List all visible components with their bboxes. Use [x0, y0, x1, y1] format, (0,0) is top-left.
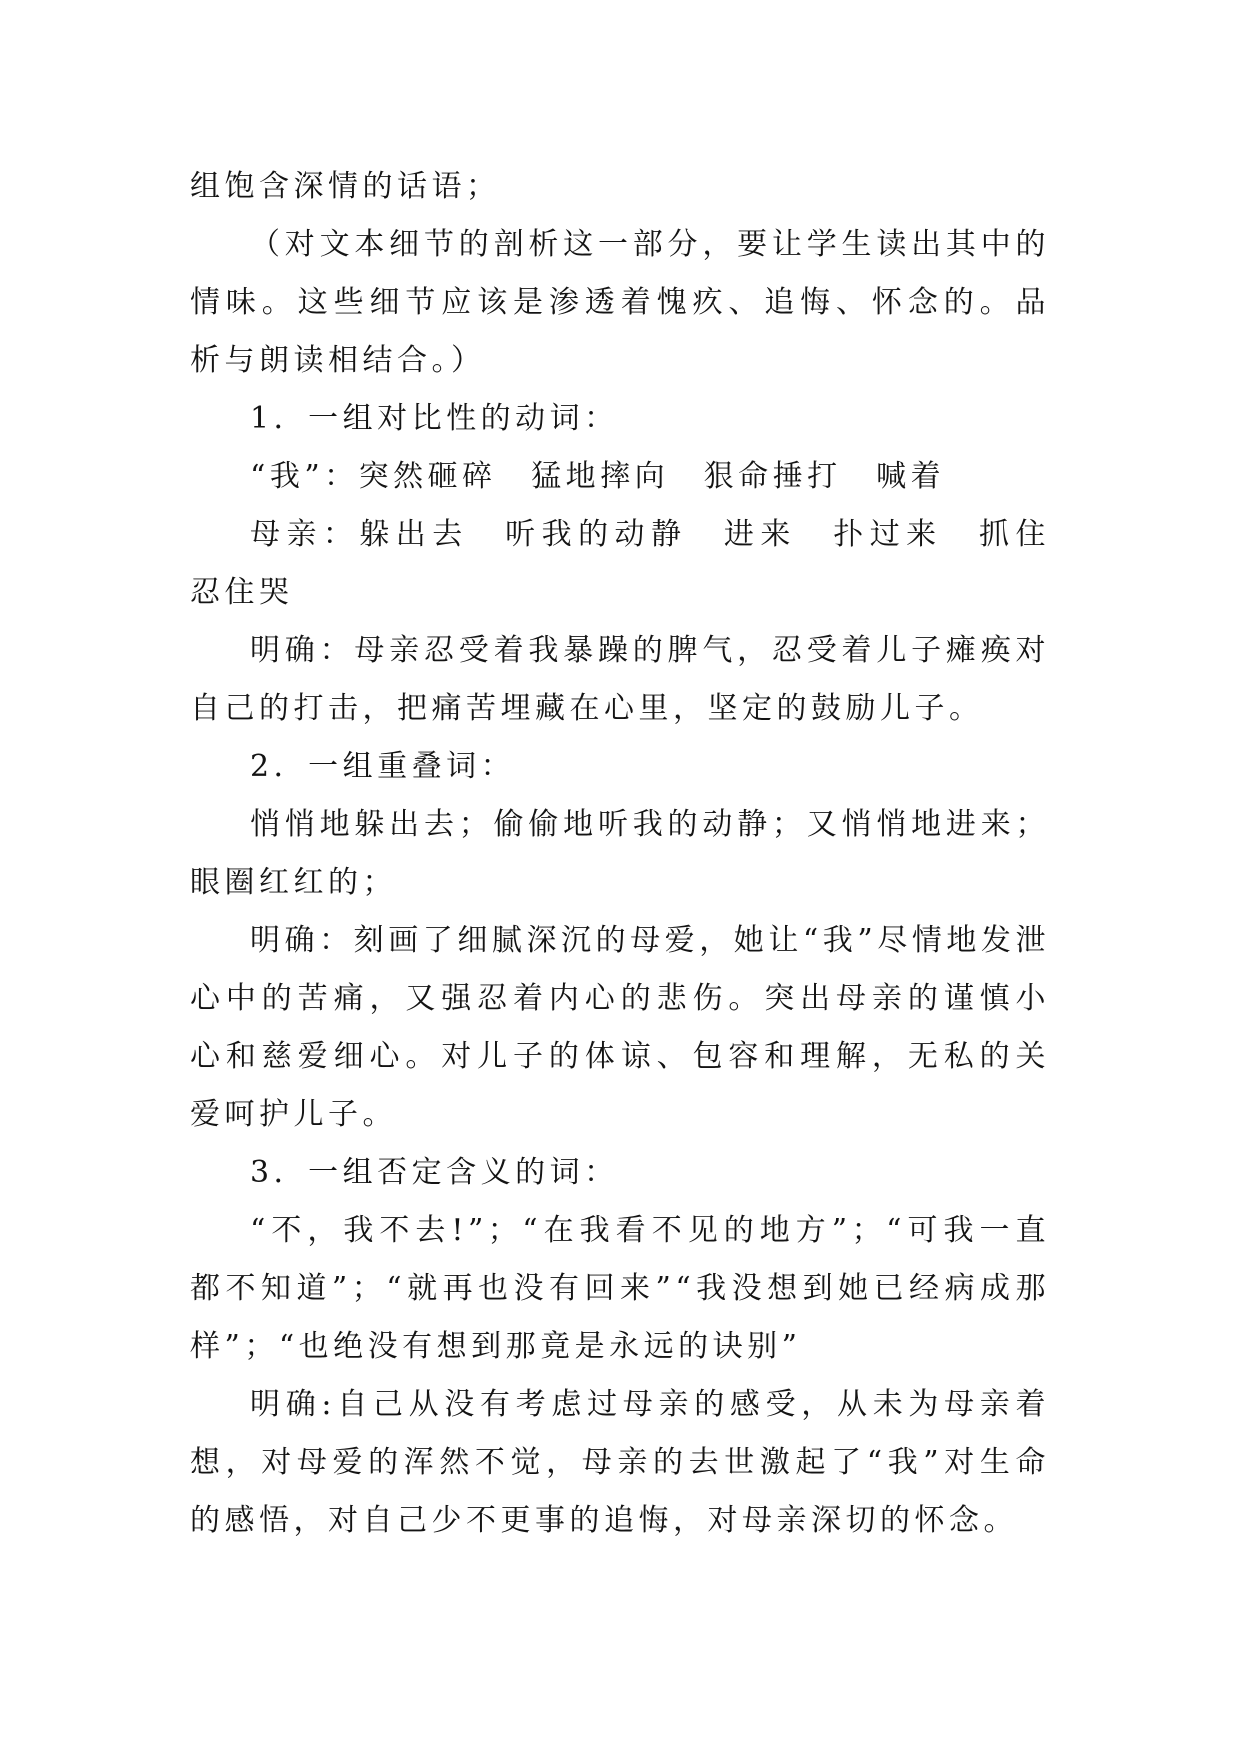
paragraph-explanation-2: 明确：刻画了细腻深沉的母爱，她让“我”尽情地发泄心中的苦痛，又强忍着内心的悲伤。突出母亲的谨慎小心和慈爱细心。对儿子的体谅、包容和理解，无私的关爱呵护儿子。 — [190, 923, 1050, 1132]
paragraph-explanation-1: 明确：母亲忍受着我暴躁的脾气，忍受着儿子瘫痪对自己的打击，把痛苦埋藏在心里，坚定的鼓励儿子。 — [190, 633, 1050, 726]
paragraph-negative-examples: “不，我不去!”；“在我看不见的地方”；“可我一直都不知道”；“就再也没有回来”“我没想到她已经病成那样”；“也绝没有想到那竟是永远的诀别” — [190, 1213, 1050, 1364]
paragraph-reduplicated-examples: 悄悄地躲出去；偷偷地听我的动静；又悄悄地进来；眼圈红红的； — [190, 807, 1050, 900]
paragraph-teaching-note: （对文本细节的剖析这一部分，要让学生读出其中的情味。这些细节应该是渗透着愧疚、追悔、怀念的。品析与朗读相结合。） — [190, 227, 1050, 378]
paragraph-my-verbs: “我”：突然砸碎 猛地摔向 狠命捶打 喊着 — [250, 459, 946, 494]
section-heading-reduplicated-words: 2．一组重叠词： — [250, 749, 516, 784]
paragraph-mother-verbs: 母亲：躲出去 听我的动静 进来 扑过来 抓住 忍住哭 — [190, 517, 1085, 610]
paragraph-explanation-3: 明确:自己从没有考虑过母亲的感受，从未为母亲着想，对母爱的浑然不觉，母亲的去世激起了“我”对生命的感悟，对自己少不更事的追悔，对母亲深切的怀念。 — [190, 1387, 1050, 1538]
paragraph-continuation: 组饱含深情的话语； — [190, 169, 501, 204]
section-heading-negative-words: 3．一组否定含义的词： — [250, 1155, 619, 1190]
document-body — [190, 158, 1085, 1550]
section-heading-contrast-verbs: 1．一组对比性的动词： — [250, 401, 619, 436]
